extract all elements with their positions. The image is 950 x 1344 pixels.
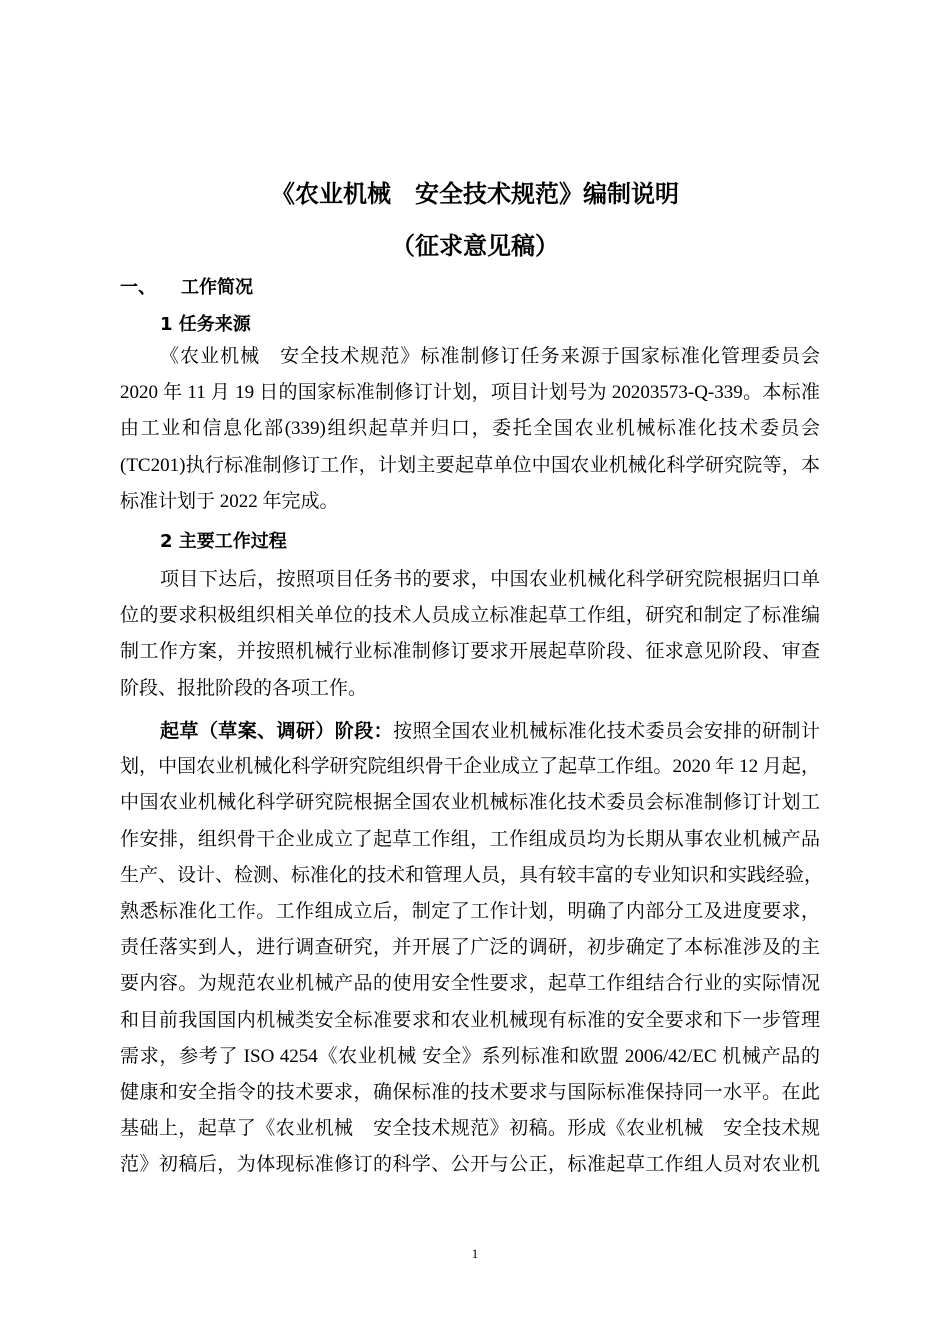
page-number: 1 <box>471 1246 479 1261</box>
paragraph-line: 基础上，起草了《农业机械 安全技术规范》初稿。形成《农业机械 安全技术规 <box>120 1118 820 1140</box>
paragraph-line: 制工作方案，并按照机械行业标准制修订要求开展起草阶段、征求意见阶段、审查 <box>120 641 820 663</box>
paragraph-line: 范》初稿后，为体现标准修订的科学、公开与公正，标准起草工作组人员对农业机 <box>120 1154 820 1176</box>
paragraph-line: 划，中国农业机械化科学研究院组织骨干企业成立了起草工作组。2020 年 12 月起， <box>120 756 820 778</box>
paragraph-line: 由工业和信息化部(339)组织起草并归口，委托全国农业机械标准化技术委员会 <box>120 418 820 440</box>
paragraph-line: 项目下达后，按照项目任务书的要求，中国农业机械化科学研究院根据归口单 <box>160 569 820 590</box>
paragraph-line: 责任落实到人，进行调查研究，并开展了广泛的调研，初步确定了本标准涉及的主 <box>120 937 820 959</box>
paragraph-line: 阶段、报批阶段的各项工作。 <box>120 677 368 699</box>
paragraph-line: 《农业机械 安全技术规范》标准制修订任务来源于国家标准化管理委员会 <box>160 346 820 367</box>
paragraph-line: 2020 年 11 月 19 日的国家标准制修订计划，项目计划号为 20203573-Q-339。本标准 <box>120 382 820 404</box>
paragraph-line: 中国农业机械化科学研究院根据全国农业机械标准化技术委员会标准制修订计划工 <box>120 792 820 814</box>
paragraph-line: 健康和安全指令的技术要求，确保标准的技术要求与国际标准保持同一水平。在此 <box>120 1082 820 1103</box>
subsection-heading-task-source: 1 任务来源 <box>160 314 251 335</box>
document-title: 《农业机械 安全技术规范》编制说明 <box>271 180 679 208</box>
paragraph-line: 生产、设计、检测、标准化的技术和管理人员，具有较丰富的专业知识和实践经验， <box>120 864 824 886</box>
paragraph-line: 位的要求积极组织相关单位的技术人员成立标准起草工作组，研究和制定了标准编 <box>120 605 820 627</box>
paragraph-text: 按照全国农业机械标准化技术委员会安排的研制计 <box>393 721 820 742</box>
section-heading: 工作简况 <box>181 277 253 298</box>
paragraph-line: (TC201)执行标准制修订工作，计划主要起草单位中国农业机械化科学研究院等，本 <box>120 454 820 476</box>
paragraph-line: 要内容。为规范农业机械产品的使用安全性要求，起草工作组结合行业的实际情况 <box>120 973 820 995</box>
paragraph-lead: 起草（草案、调研）阶段： <box>160 720 394 742</box>
subsection-heading-work-process: 2 主要工作过程 <box>160 531 287 552</box>
paragraph-line: 需求，参考了 ISO 4254《农业机械 安全》系列标准和欧盟 2006/42/EC 机械产品的 <box>120 1045 820 1067</box>
paragraph-line: 标准计划于 2022 年完成。 <box>120 490 339 512</box>
document-subtitle: （征求意见稿） <box>391 232 559 260</box>
paragraph-line: 和目前我国国内机械类安全标准要求和农业机械现有标准的安全要求和下一步管理 <box>120 1009 820 1031</box>
section-number: 一、 <box>120 277 156 298</box>
paragraph-line: 作安排，组织骨干企业成立了起草工作组，工作组成员均为长期从事农业机械产品 <box>120 828 820 850</box>
paragraph-line <box>160 719 820 743</box>
paragraph-line: 熟悉标准化工作。工作组成立后，制定了工作计划，明确了内部分工及进度要求， <box>120 901 820 922</box>
